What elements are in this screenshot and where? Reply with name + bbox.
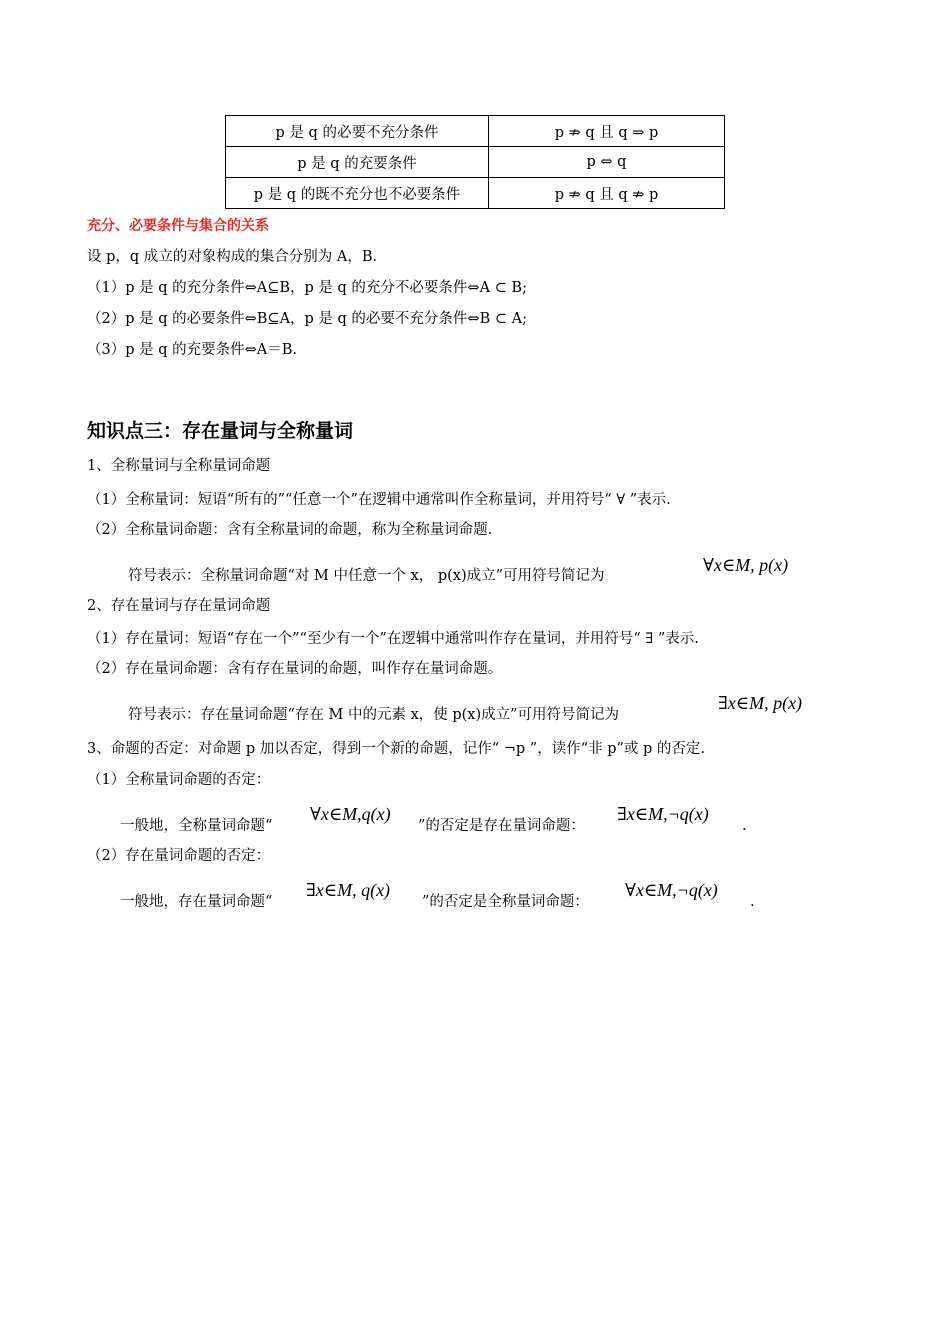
subsection-heading-1: 1、全称量词与全称量词命题 <box>87 458 271 474</box>
table-cell: p ⇔ q <box>489 147 725 178</box>
negation-universal-formula-b: ∃x∈M,¬q(x) <box>617 804 709 824</box>
negation-existential-text-b: ”的否定是全称量词命题： <box>422 894 589 910</box>
universal-symbol-text: 符号表示：全称量词命题“对 M 中任意一个 x， p(x)成立”可用符号简记为 <box>128 568 605 584</box>
relation-item-2: （2）p 是 q 的必要条件⇔B⊆A，p 是 q 的必要不充分条件⇔B ⊂ A; <box>87 311 527 327</box>
table-cell: p ⇏ q 且 q ⇏ p <box>489 178 725 209</box>
section-title: 知识点三：存在量词与全称量词 <box>87 420 354 442</box>
conditions-table <box>225 115 725 209</box>
existential-proposition-def: （2）存在量词命题：含有存在量词的命题，叫作存在量词命题。 <box>87 661 503 677</box>
negation-existential-text-a: 一般地，存在量词命题“ <box>120 894 273 910</box>
universal-proposition-def: （2）全称量词命题：含有全称量词的命题，称为全称量词命题. <box>87 522 493 538</box>
negation-universal-text-b: ”的否定是存在量词命题： <box>418 818 585 834</box>
negation-universal-heading: （1）全称量词命题的否定： <box>87 772 271 788</box>
relation-item-1: （1）p 是 q 的充分条件⇔A⊆B，p 是 q 的充分不必要条件⇔A ⊂ B; <box>87 280 527 296</box>
existential-symbol-text: 符号表示：存在量词命题“存在 M 中的元素 x，使 p(x)成立”可用符号简记为 <box>128 707 620 723</box>
negation-existential-heading: （2）存在量词命题的否定： <box>87 848 271 864</box>
negation-universal-text-a: 一般地，全称量词命题“ <box>120 818 273 834</box>
negation-existential-formula-a: ∃x∈M, q(x) <box>306 880 391 900</box>
table-row <box>226 178 725 209</box>
period: . <box>742 818 747 834</box>
existential-symbol-formula: ∃x∈M, p(x) <box>718 693 803 713</box>
table-cell: p 是 q 的必要不充分条件 <box>226 116 489 147</box>
period: . <box>750 894 755 910</box>
negation-universal-formula-a: ∀x∈M,q(x) <box>310 804 391 824</box>
negation-heading: 3、命题的否定：对命题 p 加以否定，得到一个新的命题，记作“ ¬p ”，读作“非 p”或 p 的否定. <box>87 741 706 757</box>
relation-heading: 充分、必要条件与集合的关系 <box>87 218 269 234</box>
negation-existential-formula-b: ∀x∈M,¬q(x) <box>625 880 718 900</box>
universal-symbol-formula: ∀x∈M, p(x) <box>703 555 789 575</box>
relation-item-3: （3）p 是 q 的充要条件⇔A＝B. <box>87 342 298 358</box>
table-row <box>226 147 725 178</box>
subsection-heading-2: 2、存在量词与存在量词命题 <box>87 598 271 614</box>
table-cell: p 是 q 的既不充分也不必要条件 <box>226 178 489 209</box>
table-cell: p ⇏ q 且 q ⇒ p <box>489 116 725 147</box>
existential-quantifier-def: （1）存在量词：短语“存在一个”“至少有一个”在逻辑中通常叫作存在量词，并用符号“ ∃ ”表示. <box>87 631 699 647</box>
table-row <box>226 116 725 147</box>
relation-intro: 设 p，q 成立的对象构成的集合分别为 A，B. <box>87 249 378 265</box>
table-cell: p 是 q 的充要条件 <box>226 147 489 178</box>
universal-quantifier-def: （1）全称量词：短语“所有的”“任意一个”在逻辑中通常叫作全称量词，并用符号“ ∀ ”表示. <box>87 492 671 508</box>
